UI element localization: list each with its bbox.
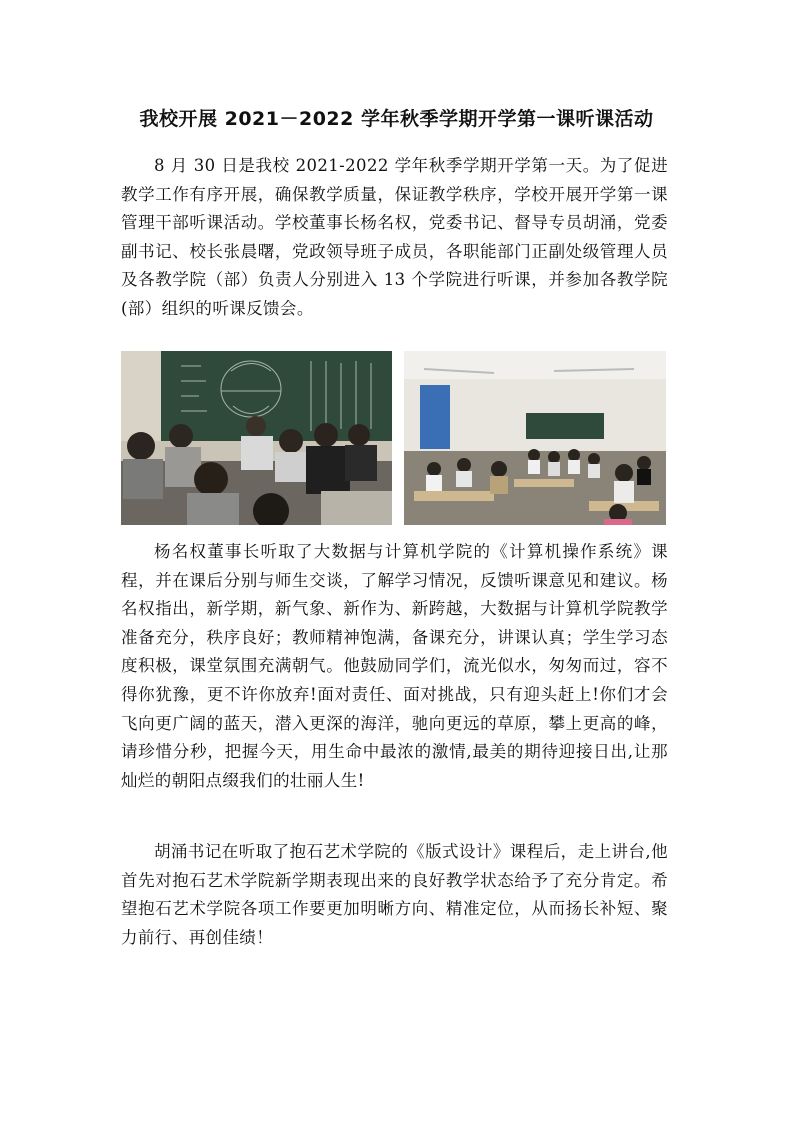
classroom-photo-left: [121, 351, 392, 525]
paragraph-secretary: 胡涌书记在听取了抱石艺术学院的《版式设计》课程后，走上讲台,他首先对抱石艺术学院新学期表现出来的良好教学状态给予了充分肯定。希望抱石艺术学院各项工作要更加明晰方向、精准定位，从而扬长补短、聚力前行、再创佳绩！: [121, 842, 668, 947]
paragraph-chairman: 杨名权董事长听取了大数据与计算机学院的《计算机操作系统》课程，并在课后分别与师生交谈，了解学习情况，反馈听课意见和建议。杨名权指出，新学期，新气象、新作为、新跨越，大数据与计算机学院教学准备充分，秩序良好；教师精神饱满，备课充分，讲课认真；学生学习态度积极，课堂氛围充满朝气。他鼓励同学们，流光似水，匆匆而过，容不得你犹豫，更不许你放弃!面对责任、面对挑战，只有迎头赶上!你们才会飞向更广阔的蓝天，潜入更深的海洋，驰向更远的草原，攀上更高的峰，请珍惜分秒，把握今天，用生命中最浓的激情,最美的期待迎接日出,让那灿烂的朝阳点缀我们的壮丽人生!: [121, 542, 668, 790]
page-title: 我校开展 2021－2022 学年秋季学期开学第一课听课活动: [139, 108, 654, 130]
paragraph-intro: 8 月 30 日是我校 2021-2022 学年秋季学期开学第一天。为了促进教学工作有序开展，确保教学质量，保证教学秩序，学校开展开学第一课管理干部听课活动。学校董事长杨名权，党委书记、督导专员胡涌，党委副书记、校长张晨曙，党政领导班子成员，各职能部门正副处级管理人员及各教学院（部）负责人分别进入 13 个学院进行听课，并参加各教学院(部）组织的听课反馈会。: [121, 156, 668, 318]
classroom-photo-right: [404, 351, 666, 525]
